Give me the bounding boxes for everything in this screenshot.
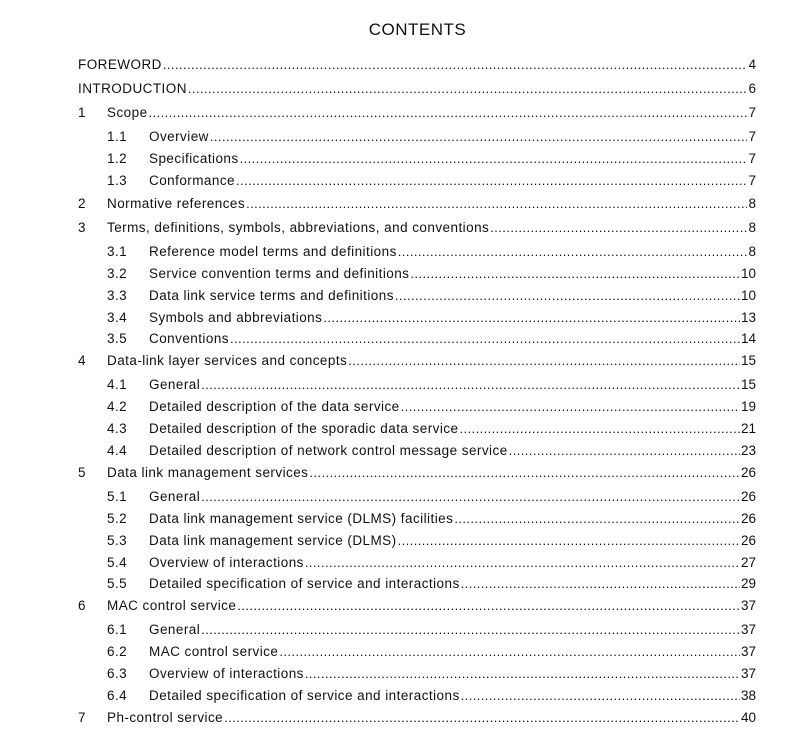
- toc-entry-page-number: 37: [740, 598, 756, 613]
- toc-entry[interactable]: [78, 597, 756, 615]
- toc-entry[interactable]: [78, 464, 756, 482]
- toc-entry-page-number: 8: [748, 220, 756, 235]
- toc-entry-number: 5.4: [107, 555, 128, 570]
- toc-dot-leader: [461, 687, 740, 705]
- toc-dot-leader: [410, 265, 740, 283]
- toc-dot-leader: [236, 172, 747, 190]
- toc-entry-number: 1: [78, 105, 86, 120]
- toc-entry-label: Terms, definitions, symbols, abbreviations, and conventions: [107, 220, 490, 235]
- toc-entry-number: 1.1: [107, 129, 128, 144]
- toc-dot-leader: [395, 287, 740, 305]
- toc-entry-page-number: 4: [748, 57, 756, 72]
- toc-entry-label: INTRODUCTION: [78, 81, 187, 96]
- toc-dot-leader: [309, 464, 740, 482]
- toc-entry-label: MAC control service: [149, 644, 279, 659]
- toc-entry-label: Overview of interactions: [149, 555, 304, 570]
- toc-entry-number: 6.2: [107, 644, 128, 659]
- toc-entry[interactable]: [78, 687, 756, 705]
- toc-entry-page-number: 19: [740, 399, 756, 414]
- toc-entry-page-number: 7: [748, 105, 756, 120]
- toc-entry[interactable]: [78, 665, 756, 683]
- toc-entry[interactable]: [78, 150, 756, 168]
- toc-entry-number: 3.5: [107, 331, 128, 346]
- toc-entry-label: Overview of interactions: [149, 666, 304, 681]
- toc-entry-page-number: 10: [740, 288, 756, 303]
- toc-entry[interactable]: [78, 195, 756, 213]
- toc-entry-number: 3.2: [107, 266, 128, 281]
- toc-entry-label: Data link service terms and definitions: [149, 288, 394, 303]
- toc-entry-number: 6.4: [107, 688, 128, 703]
- toc-entry-page-number: 8: [748, 244, 756, 259]
- toc-entry-label: General: [149, 377, 201, 392]
- toc-entry-label: Symbols and abbreviations: [149, 310, 323, 325]
- toc-dot-leader: [459, 420, 740, 438]
- toc-dot-leader: [230, 330, 740, 348]
- toc-entry[interactable]: [78, 709, 756, 727]
- toc-entry-number: 3.1: [107, 244, 128, 259]
- toc-entry-label: Detailed description of the data service: [149, 399, 400, 414]
- toc-entry-page-number: 40: [740, 710, 756, 725]
- toc-entry-label: Conventions: [149, 331, 229, 346]
- toc-dot-leader: [240, 150, 748, 168]
- toc-entry[interactable]: [78, 352, 756, 370]
- toc-entry-page-number: 37: [740, 666, 756, 681]
- toc-entry-number: 5.3: [107, 533, 128, 548]
- toc-dot-leader: [305, 554, 740, 572]
- toc-entry[interactable]: [78, 80, 756, 98]
- toc-entry-page-number: 7: [748, 173, 756, 188]
- toc-entry[interactable]: [78, 172, 756, 190]
- toc-entry-label: Detailed description of the sporadic data service: [149, 421, 459, 436]
- toc-entry[interactable]: [78, 56, 756, 74]
- toc-entry[interactable]: [78, 643, 756, 661]
- toc-entry-page-number: 13: [740, 310, 756, 325]
- toc-entry-number: 5: [78, 465, 86, 480]
- toc-entry-number: 6.3: [107, 666, 128, 681]
- toc-entry-number: 1.2: [107, 151, 128, 166]
- page-title: CONTENTS: [368, 20, 467, 39]
- toc-entry[interactable]: [78, 575, 756, 593]
- toc-entry[interactable]: [78, 398, 756, 416]
- toc-entry[interactable]: [78, 532, 756, 550]
- toc-entry-number: 1.3: [107, 173, 128, 188]
- toc-entry[interactable]: [78, 376, 756, 394]
- toc-dot-leader: [201, 376, 740, 394]
- toc-entry-label: MAC control service: [107, 598, 237, 613]
- toc-dot-leader: [509, 442, 740, 460]
- toc-entry-page-number: 7: [748, 129, 756, 144]
- toc-entry-page-number: 6: [748, 81, 756, 96]
- toc-entry-page-number: 21: [740, 421, 756, 436]
- toc-entry-number: 3: [78, 220, 86, 235]
- toc-dot-leader: [305, 665, 740, 683]
- toc-entry[interactable]: [78, 219, 756, 237]
- toc-entry-page-number: 37: [740, 644, 756, 659]
- toc-dot-leader: [237, 597, 740, 615]
- toc-dot-leader: [490, 219, 747, 237]
- toc-entry-number: 3.3: [107, 288, 128, 303]
- toc-dot-leader: [323, 309, 740, 327]
- toc-entry-number: 5.5: [107, 576, 128, 591]
- toc-dot-leader: [398, 243, 748, 261]
- toc-entry-number: 6.1: [107, 622, 128, 637]
- toc-entry[interactable]: [78, 243, 756, 261]
- toc-entry[interactable]: [78, 621, 756, 639]
- toc-entry[interactable]: [78, 488, 756, 506]
- toc-entry[interactable]: [78, 330, 756, 348]
- toc-dot-leader: [201, 621, 740, 639]
- toc-entry-number: 4.3: [107, 421, 128, 436]
- toc-dot-leader: [454, 510, 740, 528]
- toc-entry-label: General: [149, 622, 201, 637]
- toc-entry-number: 4: [78, 353, 86, 368]
- toc-entry-label: Data link management service (DLMS) facilities: [149, 511, 454, 526]
- toc-entry-page-number: 14: [740, 331, 756, 346]
- toc-entry-label: Data-link layer services and concepts: [107, 353, 348, 368]
- toc-entry[interactable]: [78, 510, 756, 528]
- toc-dot-leader: [149, 104, 748, 122]
- toc-entry-number: 4.2: [107, 399, 128, 414]
- toc-entry-page-number: 23: [740, 443, 756, 458]
- toc-entry-label: Data link management service (DLMS): [149, 533, 397, 548]
- toc-entry-label: Reference model terms and definitions: [149, 244, 397, 259]
- toc-entry-page-number: 26: [740, 465, 756, 480]
- toc-entry-number: 3.4: [107, 310, 128, 325]
- toc-entry-page-number: 10: [740, 266, 756, 281]
- toc-entry[interactable]: [78, 309, 756, 327]
- toc-entry-label: Conformance: [149, 173, 235, 188]
- toc-entry-number: 5.1: [107, 489, 128, 504]
- toc-entry-label: Overview: [149, 129, 209, 144]
- toc-entry-page-number: 38: [740, 688, 756, 703]
- toc-entry-page-number: 29: [740, 576, 756, 591]
- toc-entry-page-number: 26: [740, 511, 756, 526]
- toc-dot-leader: [224, 709, 740, 727]
- toc-dot-leader: [163, 56, 748, 74]
- toc-entry-label: Detailed specification of service and interactions: [149, 576, 460, 591]
- toc-dot-leader: [461, 575, 740, 593]
- toc-dot-leader: [398, 532, 740, 550]
- toc-entry-page-number: 15: [740, 377, 756, 392]
- toc-entry[interactable]: [78, 442, 756, 460]
- toc-dot-leader: [348, 352, 740, 370]
- toc-entry-label: FOREWORD: [78, 57, 162, 72]
- toc-dot-leader: [246, 195, 747, 213]
- toc-entry-number: 5.2: [107, 511, 128, 526]
- toc-entry-page-number: 37: [740, 622, 756, 637]
- toc-entry-page-number: 15: [740, 353, 756, 368]
- toc-entry[interactable]: [78, 104, 756, 122]
- toc-entry-label: Ph-control service: [107, 710, 224, 725]
- toc-dot-leader: [279, 643, 740, 661]
- toc-dot-leader: [401, 398, 740, 416]
- toc-entry-label: Detailed specification of service and interactions: [149, 688, 460, 703]
- toc-dot-leader: [210, 128, 748, 146]
- toc-entry-number: 4.1: [107, 377, 128, 392]
- toc-entry-label: Specifications: [149, 151, 239, 166]
- toc-entry-label: Scope: [107, 105, 148, 120]
- toc-entry-page-number: 26: [740, 533, 756, 548]
- toc-entry-label: Detailed description of network control message service: [149, 443, 508, 458]
- toc-entry-number: 4.4: [107, 443, 128, 458]
- toc-dot-leader: [201, 488, 740, 506]
- toc-entry-page-number: 8: [748, 196, 756, 211]
- toc-entry-label: General: [149, 489, 201, 504]
- toc-entry[interactable]: [78, 420, 756, 438]
- toc-dot-leader: [188, 80, 748, 98]
- toc-entry-label: Normative references: [107, 196, 246, 211]
- toc-entry-label: Data link management services: [107, 465, 309, 480]
- toc-entry[interactable]: [78, 265, 756, 283]
- toc-entry[interactable]: [78, 554, 756, 572]
- toc-entry[interactable]: [78, 128, 756, 146]
- toc-entry-number: 2: [78, 196, 86, 211]
- toc-entry-page-number: 7: [748, 151, 756, 166]
- toc-entry-page-number: 26: [740, 489, 756, 504]
- toc-entry[interactable]: [78, 287, 756, 305]
- toc-entry-number: 6: [78, 598, 86, 613]
- toc-entry-label: Service convention terms and definitions: [149, 266, 410, 281]
- toc-entry-number: 7: [78, 710, 86, 725]
- toc-entry-page-number: 27: [740, 555, 756, 570]
